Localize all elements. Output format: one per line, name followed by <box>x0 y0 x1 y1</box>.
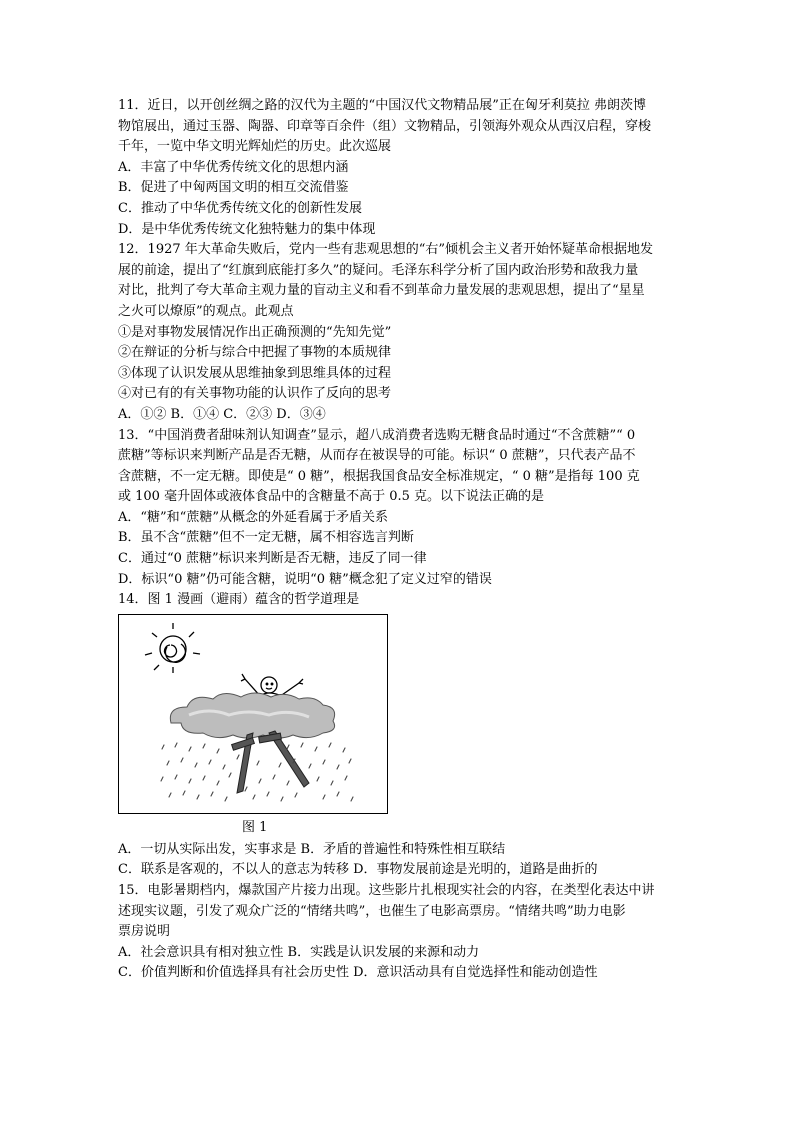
q11-option-d: D．是中华优秀传统文化独特魅力的集中体现 <box>118 221 376 237</box>
q12-statement-2: ②在辩证的分析与综合中把握了事物的本质规律 <box>118 345 392 361</box>
q13-option-d: D．标识“0 糖”仍可能含糖，说明“0 糖”概念犯了定义过窄的错误 <box>118 571 492 587</box>
question-15 <box>118 881 678 984</box>
q13-stem-line-2: 蔗糖”等标识来判断产品是否无糖，从而存在被误导的可能。标识“ 0 蔗糖”，只代表产品不 <box>118 448 636 464</box>
q15-options-row-2: C．价值判断和价值选择具有社会历史性 D．意识活动具有自觉选择性和能动创造性 <box>118 965 598 981</box>
q12-statement-3: ③体现了认识发展从思维抽象到思维具体的过程 <box>118 365 392 381</box>
q14-options-row-2: C．联系是客观的，不以人的意志为转移 D．事物发展前途是光明的，道路是曲折的 <box>118 862 598 878</box>
figure-caption: 图 1 <box>242 819 268 835</box>
q11-stem-line-1: 11．近日，以开创丝绸之路的汉代为主题的“中国汉代文物精品展”正在匈牙利莫拉 弗朗茨博 <box>118 98 646 113</box>
cloud-icon <box>170 693 334 738</box>
q15-stem-line-1: 15．电影暑期档内，爆款国产片接力出现。这些影片扎根现实社会的内容，在类型化表达中讲 <box>118 883 655 899</box>
q12-stem-line-3: 对比，批判了夸大革命主观力量的盲动主义和看不到革命力量发展的悲观思想，提出了“星星 <box>118 283 645 299</box>
q12-stem-line-4: 之火可以燎原”的观点。此观点 <box>118 303 294 319</box>
q12-stem-line-1: 12．1927 年大革命失败后，党内一些有悲观思想的“右”倾机会主义者开始怀疑革命根据地发 <box>118 242 654 258</box>
question-11 <box>118 96 678 240</box>
q11-option-b: B．促进了中匈两国文明的相互交流借鉴 <box>118 180 349 196</box>
exam-page <box>118 96 678 984</box>
q11-option-c: C．推动了中华优秀传统文化的创新性发展 <box>118 200 362 216</box>
q12-statement-4: ④对已有的有关事物功能的认识作了反向的思考 <box>118 386 392 402</box>
q12-options: A．①② B．①④ C．②③ D．③④ <box>118 406 326 422</box>
q14-stem: 14．图 1 漫画（避雨）蕴含的哲学道理是 <box>118 592 360 608</box>
q15-stem-line-2: 述现实议题，引发了观众广泛的“情绪共鸣”，也催生了电影高票房。“情绪共鸣”助力电影 <box>118 903 626 919</box>
q11-stem-line-2: 物馆展出，通过玉器、陶器、印章等百余件（组）文物精品，引领海外观众从西汉启程，穿梭 <box>118 118 652 134</box>
q12-stem-line-2: 展的前途，提出了“红旗到底能打多久”的疑问。毛泽东科学分析了国内政治形势和敌我力量 <box>118 262 639 278</box>
cartoon-figure <box>118 614 388 814</box>
q13-option-a: A．“糖”和“蔗糖”从概念的外延看属于矛盾关系 <box>118 509 388 525</box>
question-13 <box>118 426 678 591</box>
q13-stem-line-4: 或 100 毫升固体或液体食品中的含糖量不高于 0.5 克。以下说法正确的是 <box>118 489 545 505</box>
stilts-icon <box>232 731 309 793</box>
q13-stem-line-1: 13．“中国消费者甜味剂认知调查”显示，超八成消费者选购无糖食品时通过“不含蔗糖”“ 0 <box>118 427 636 443</box>
q11-stem-line-3: 千年，一览中华文明光辉灿烂的历史。此次巡展 <box>118 139 392 155</box>
q13-option-c: C．通过“0 蔗糖”标识来判断是否无糖，违反了同一律 <box>118 551 427 567</box>
q13-stem-line-3: 含蔗糖，不一定无糖。即使是“ 0 糖”，根据我国食品安全标准规定，“ 0 糖”是指每 100 克 <box>118 468 640 484</box>
q12-statement-1: ①是对事物发展情况作出正确预测的“先知先觉” <box>118 324 392 340</box>
question-14 <box>118 590 678 881</box>
q15-stem-line-3: 票房说明 <box>118 924 171 940</box>
rain-drops <box>161 743 353 801</box>
q13-option-b: B．虽不含“蔗糖”但不一定无糖，属不相容选言判断 <box>118 530 414 546</box>
sun-icon <box>145 623 200 673</box>
question-12 <box>118 240 678 425</box>
q14-options-row-1: A．一切从实际出发，实事求是 B．矛盾的普遍性和特殊性相互联结 <box>118 841 506 857</box>
cartoon-illustration <box>119 615 386 812</box>
q15-options-row-1: A．社会意识具有相对独立性 B．实践是认识发展的来源和动力 <box>118 944 480 960</box>
q11-option-a: A．丰富了中华优秀传统文化的思想内涵 <box>118 159 349 175</box>
